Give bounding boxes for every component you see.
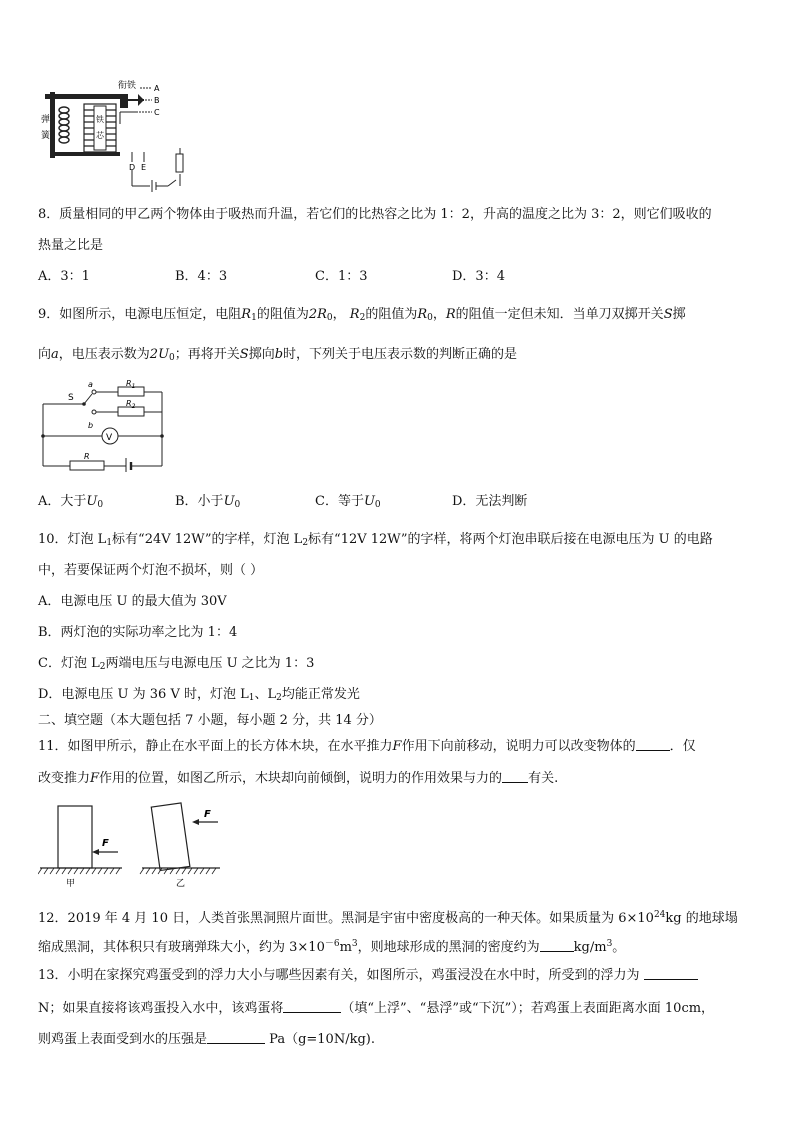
terminal-E: E — [141, 163, 147, 172]
circuit-label-b: b — [88, 421, 94, 430]
q10-option-a: A．电源电压 U 的最大值为 30V — [38, 594, 227, 609]
circuit-label-R1: $R_1$ — [126, 380, 136, 390]
q9-option-d: D．无法判断 — [452, 494, 528, 509]
section-heading-fill-in: 二、填空题（本大题包括 7 小题，每小题 2 分，共 14 分） — [38, 713, 382, 728]
q10-stem-line1: 10．灯泡 $L_1$标有“24V 12W”的字样，灯泡 $L_2$标有“12V 12W”的字样，将两个灯泡串联后接在电源电压为 U 的电路 — [38, 532, 713, 548]
q13-blank-2[interactable] — [283, 1000, 341, 1013]
q11-block-figures — [38, 800, 228, 888]
q8-option-d: D．3：4 — [452, 269, 505, 284]
circuit-label-R2: $R_2$ — [126, 399, 136, 410]
voltmeter-label: V — [106, 433, 113, 443]
q8-stem-line1: 8．质量相同的甲乙两个物体由于吸热而升温，若它们的比热容之比为 1：2，升高的温度之比为 3：2，则它们吸收的 — [38, 207, 712, 222]
q13-blank-1[interactable] — [644, 967, 698, 980]
q9-option-c: C．等于$U_0$ — [315, 494, 381, 510]
relay-figure — [40, 78, 200, 193]
q12-stem-line2: 缩成黑洞，其体积只有玻璃弹珠大小，约为 $3\times 10^{-6}m^3$，则地球形成的黑洞的密度约为 $kg/m^3$。 — [38, 939, 626, 955]
q13-blank-3[interactable] — [207, 1031, 265, 1044]
spring-coil — [59, 107, 69, 143]
q11-yi-force-label: F — [204, 809, 211, 820]
q11-yi-label: 乙 — [176, 879, 186, 888]
q8-option-a: A．3：1 — [38, 269, 90, 284]
q11-blank-2[interactable] — [502, 770, 528, 783]
spring-label-2: 簧 — [41, 131, 51, 141]
circuit-label-a: a — [88, 380, 93, 389]
terminal-D: D — [129, 163, 136, 172]
q10-stem-line2: 中，若要保证两个灯泡不损坏，则（ ） — [38, 563, 264, 578]
q9-stem-line2: 向a，电压表示数为$2U_0$；再将开关S掷向b时，下列关于电压表示数的判断正确的是 — [38, 347, 518, 363]
terminal-B: B — [154, 96, 160, 105]
q11-blank-1[interactable] — [636, 738, 670, 751]
q10-option-b: B．两灯泡的实际功率之比为 1：4 — [38, 625, 238, 640]
terminal-A: A — [154, 84, 160, 93]
core-label-1: 铁 — [96, 115, 104, 124]
circuit-label-R: R — [84, 452, 90, 461]
q13-stem-line1: 13．小明在家探究鸡蛋受到的浮力大小与哪些因素有关，如图所示，鸡蛋浸没在水中时，所受到的浮力为 — [38, 967, 698, 985]
circuit-label-S: S — [68, 393, 74, 403]
q12-blank[interactable] — [540, 939, 574, 952]
q11-stem-line1: 11．如图甲所示，静止在水平面上的长方体木块，在水平推力F作用下向前移动，说明力可以改变物体的 ．仅 — [38, 739, 696, 754]
q8-stem-line2: 热量之比是 — [38, 238, 104, 253]
q13-stem-line3: 则鸡蛋上表面受到水的压强是 Pa（g=10N/kg). — [38, 1032, 375, 1047]
core-label-2: 芯 — [96, 131, 104, 140]
q11-jia-force-label: F — [102, 838, 109, 849]
terminal-C: C — [154, 108, 160, 117]
q9-circuit-diagram — [40, 380, 170, 472]
q9-option-b: B．小于$U_0$ — [175, 494, 241, 510]
q8-option-c: C．1：3 — [315, 269, 368, 284]
q10-option-c: C．灯泡 $L_2$两端电压与电源电压 U 之比为 1：3 — [38, 656, 315, 672]
q9-option-a: A．大于$U_0$ — [38, 494, 104, 510]
spring-label-1: 弹 — [41, 115, 51, 125]
q13-stem-line2: N；如果直接将该鸡蛋投入水中，该鸡蛋将 （填“上浮”、“悬浮”或“下沉”）；若鸡蛋上表面距离水面 10cm， — [38, 1001, 715, 1016]
q8-option-b: B．4：3 — [175, 269, 228, 284]
q11-jia-label: 甲 — [66, 879, 76, 888]
q11-stem-line2: 改变推力F作用的位置，如图乙所示，木块却向前倾倒，说明力的作用效果与力的 有关. — [38, 771, 559, 786]
armature-label: 衔铁 — [118, 81, 137, 91]
q9-stem-line1: 9．如图所示，电源电压恒定，电阻$R_1$的阻值为$2R_0$， $R_2$的阻值为$R_0$，R的阻值一定但未知．当单刀双掷开关S掷 — [38, 307, 686, 323]
q10-option-d: D．电源电压 U 为 36 V 时，灯泡 $L_1$、$L_2$均能正常发光 — [38, 687, 360, 703]
q12-stem-line1: 12．2019 年 4 月 10 日，人类首张黑洞照片面世。黑洞是宇宙中密度极高的一种天体。如果质量为 $6\times 10^{24}kg$ 的地球塌 — [38, 910, 738, 926]
